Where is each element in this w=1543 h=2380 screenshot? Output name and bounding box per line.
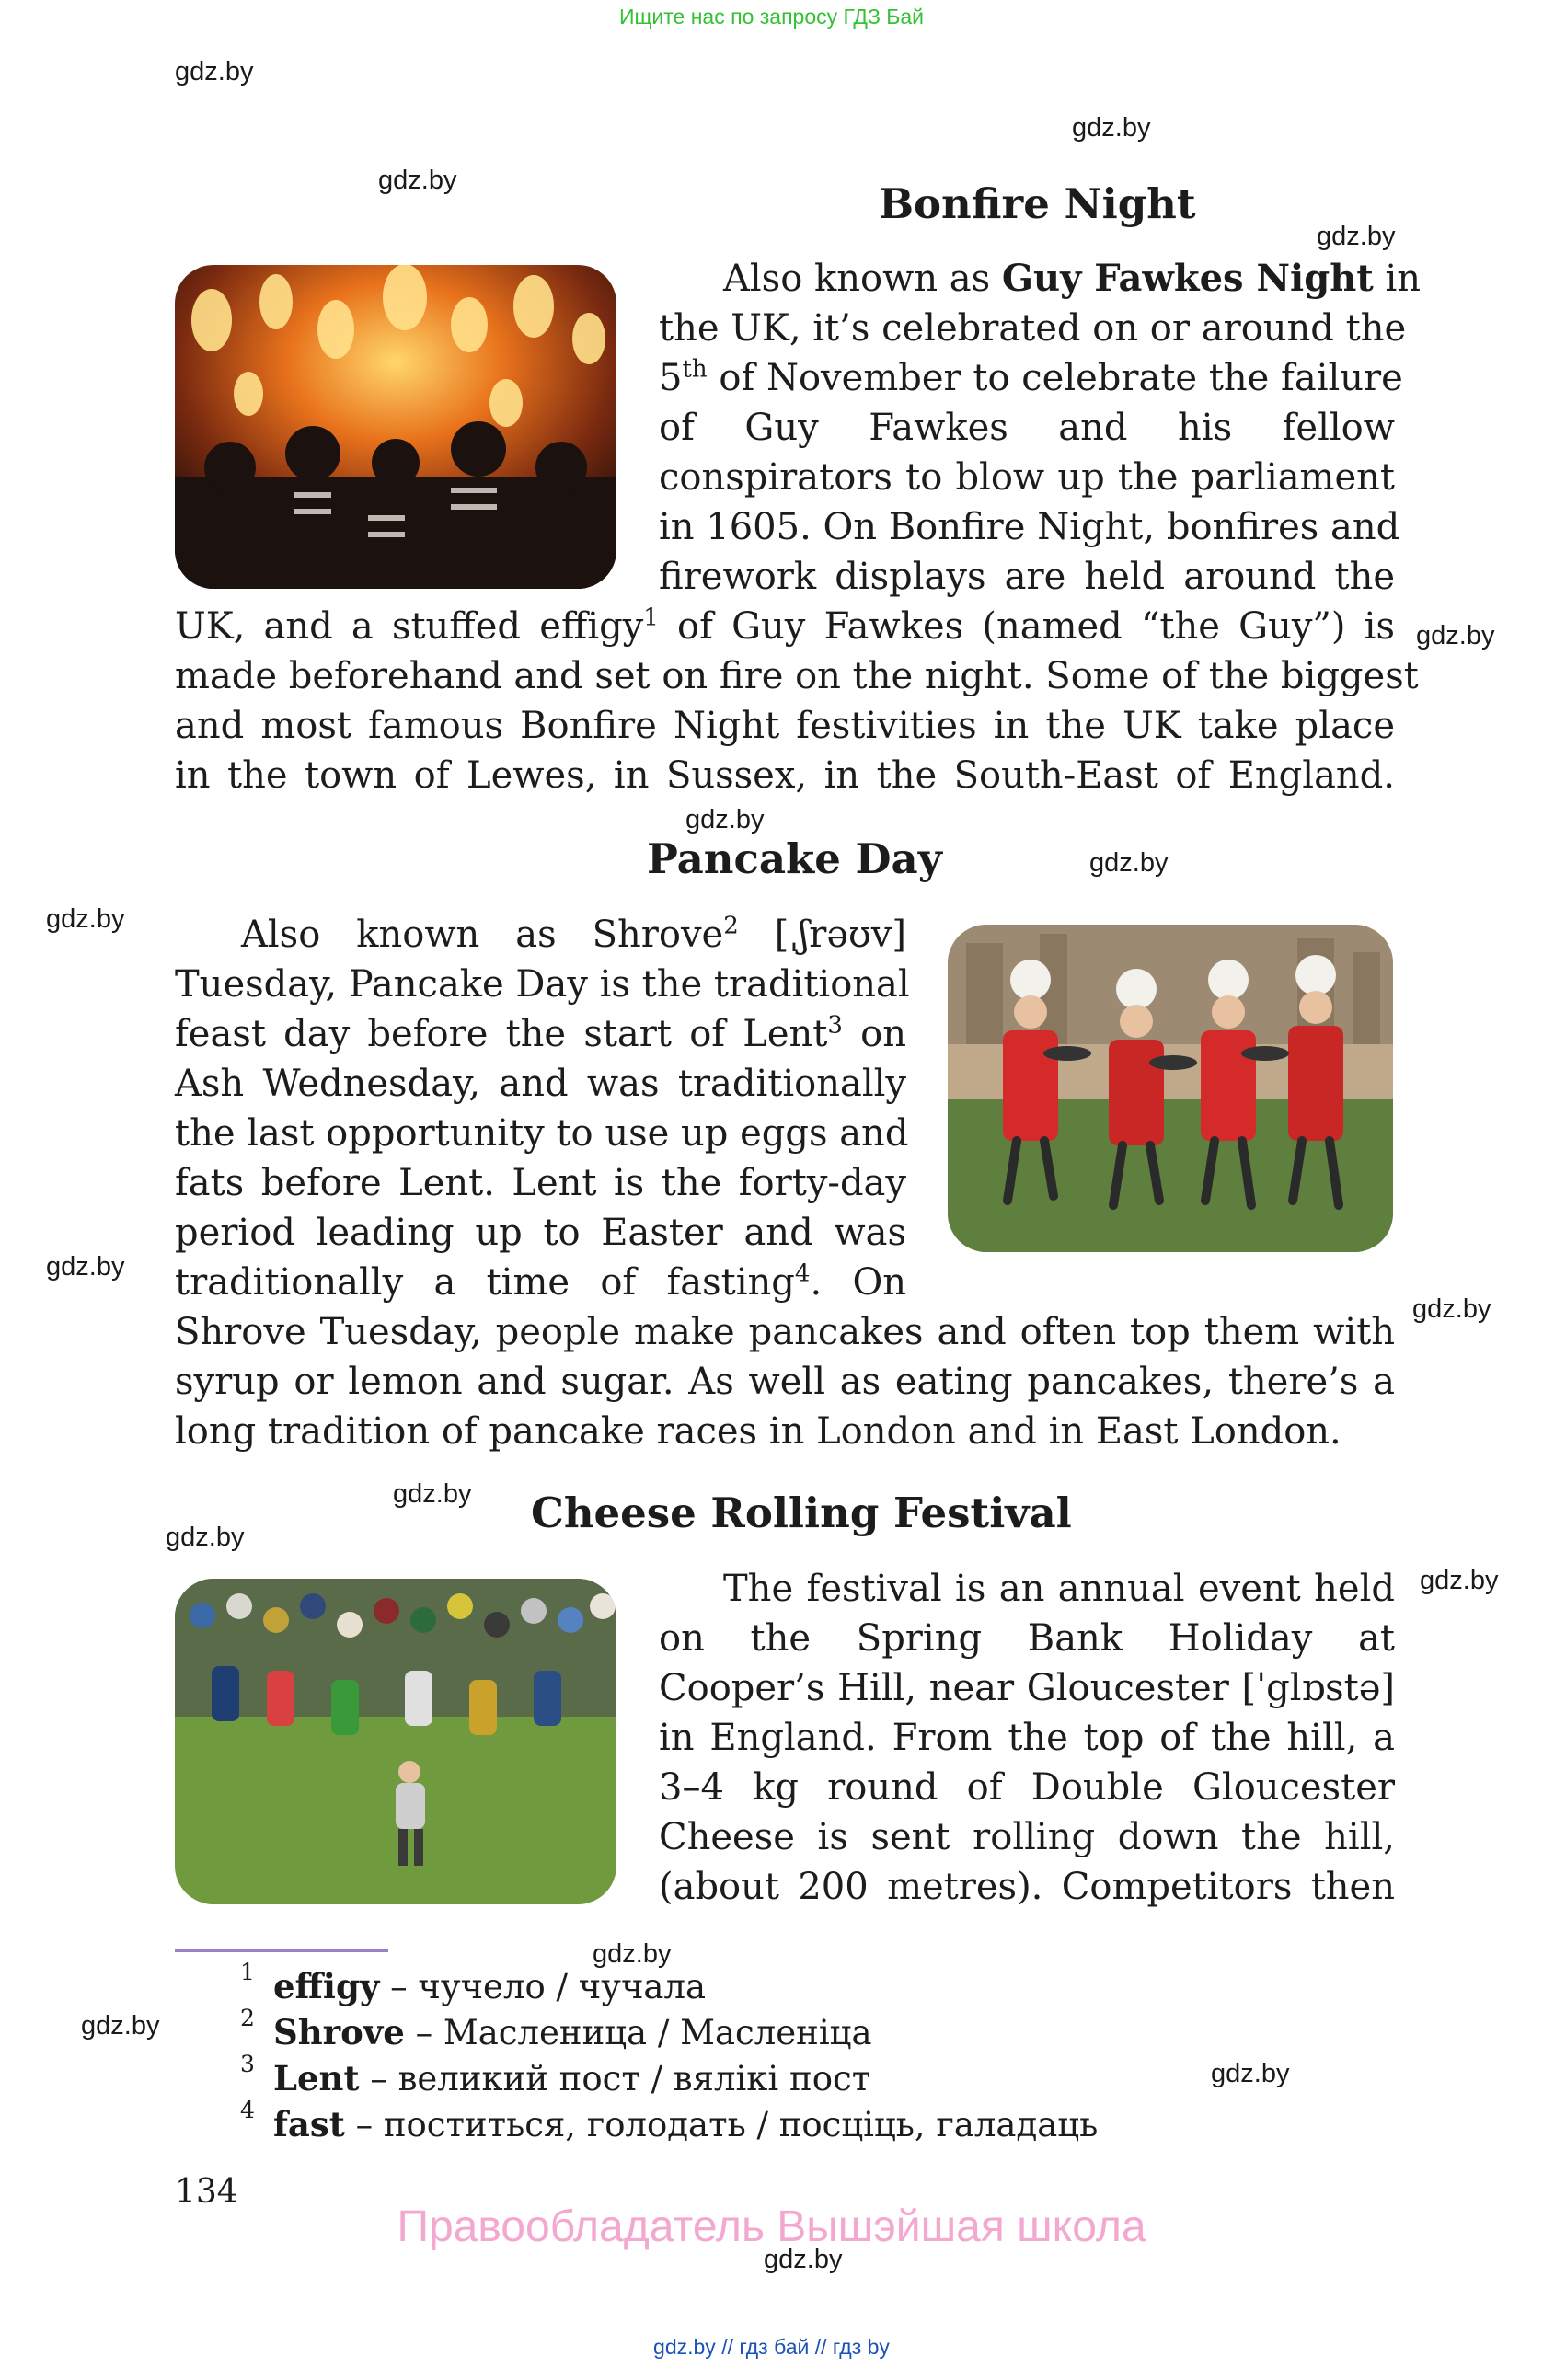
pancake-line-3: feast day before the start of Lent$^3$ on	[175, 1011, 906, 1055]
bonfire-photo	[175, 265, 616, 589]
cheese-line-2: on the Spring Bank Holiday at	[659, 1617, 1395, 1660]
cheese-line-7: (about 200 metres). Competitors then	[659, 1866, 1395, 1908]
footnote-translation: – чучело / чучала	[379, 1967, 707, 2006]
pancake-line-6: fats before Lent. Lent is the forty-day	[175, 1162, 906, 1204]
watermark: gdz.by	[175, 57, 254, 86]
bonfire-line-5: conspirators to blow up the parliament	[659, 456, 1395, 499]
footnote-term: effigy	[273, 1966, 380, 2006]
pancake-line-1: Also known as Shrove$^2$ [ˌʃrəʊv]	[241, 912, 906, 956]
pancake-line-11: long tradition of pancake races in London and in East London.	[175, 1410, 1341, 1453]
cheese-line-1: The festival is an annual event held	[723, 1568, 1395, 1610]
section-title-pancake: Pancake Day	[647, 834, 942, 883]
bottom-links[interactable]: gdz.by // гдз бай // гдз by	[653, 2335, 890, 2359]
watermark: gdz.by	[46, 904, 125, 934]
watermark: gdz.by	[685, 805, 765, 834]
pancake-line-5: the last opportunity to use up eggs and	[175, 1112, 909, 1155]
cheese-line-4: in England. From the top of the hill, a	[659, 1717, 1395, 1759]
watermark: gdz.by	[1211, 2059, 1290, 2088]
cheese-line-5: 3–4 kg round of Double Gloucester	[659, 1766, 1395, 1809]
bonfire-line-8: UK, and a stuffed effigy$^1$ of Guy Fawkes (named “the Guy”) is	[175, 604, 1395, 648]
cheese-line-3: Cooper’s Hill, near Gloucester [ˈglɒstə]	[659, 1667, 1395, 1709]
footnote-3	[240, 2051, 871, 2098]
page-number: 134	[175, 2173, 238, 2211]
watermark: gdz.by	[166, 1523, 245, 1552]
pancake-photo	[948, 925, 1393, 1252]
bonfire-line-9: made beforehand and set on fire on the night. Some of the biggest	[175, 655, 1419, 697]
footnote-2	[240, 2005, 872, 2052]
watermark: gdz.by	[81, 2011, 160, 2041]
watermark: gdz.by	[1416, 621, 1495, 650]
watermark: gdz.by	[1412, 1294, 1491, 1324]
pancake-line-10: syrup or lemon and sugar. As well as eating pancakes, there’s a	[175, 1361, 1395, 1403]
pancake-line-2: Tuesday, Pancake Day is the traditional	[175, 963, 910, 1006]
watermark: gdz.by	[1317, 222, 1396, 251]
bonfire-line-7: firework displays are held around the	[659, 556, 1395, 598]
footnote-term: Lent	[273, 2058, 360, 2098]
footnote-number: 2	[240, 2005, 255, 2031]
bonfire-line-2: the UK, it’s celebrated on or around the	[659, 307, 1407, 350]
top-banner[interactable]: Ищите нас по запросу ГДЗ Бай	[618, 5, 925, 29]
bonfire-line-10: and most famous Bonfire Night festivities in the UK take place	[175, 705, 1395, 747]
bonfire-line-6: in 1605. On Bonfire Night, bonfires and	[659, 506, 1400, 548]
footnote-divider	[175, 1949, 388, 1952]
bonfire-line-3: 5th of November to celebrate the failure	[659, 355, 1403, 399]
pancake-line-4: Ash Wednesday, and was traditionally	[175, 1063, 906, 1105]
footnote-4	[240, 2097, 1099, 2144]
watermark: gdz.by	[1420, 1566, 1499, 1595]
cheese-line-6: Cheese is sent rolling down the hill,	[659, 1816, 1395, 1858]
pancake-line-8: traditionally a time of fasting$^4$. On	[175, 1259, 906, 1304]
footnote-1	[240, 1959, 707, 2006]
footnote-translation: – Масленица / Масленіца	[404, 2013, 872, 2052]
bonfire-line-11: in the town of Lewes, in Sussex, in the South-East of England.	[175, 754, 1395, 797]
watermark: gdz.by	[1072, 113, 1151, 143]
watermark: gdz.by	[764, 2245, 843, 2274]
section-title-bonfire: Bonfire Night	[879, 179, 1196, 228]
watermark: gdz.by	[393, 1479, 472, 1509]
footnote-number: 4	[240, 2097, 255, 2123]
pancake-line-9: Shrove Tuesday, people make pancakes and often top them with	[175, 1311, 1395, 1353]
cheese-photo	[175, 1579, 616, 1904]
footnote-translation: – поститься, голодать / посціць, галадаць	[344, 2105, 1099, 2144]
pancake-line-7: period leading up to Easter and was	[175, 1212, 906, 1254]
footnote-translation: – великий пост / вялікі пост	[359, 2059, 871, 2098]
bonfire-line-1: Also known as Guy Fawkes Night in	[723, 257, 1422, 300]
watermark: gdz.by	[1089, 848, 1169, 878]
section-title-cheese: Cheese Rolling Festival	[531, 1489, 1072, 1537]
copyright-notice: Правообладатель Вышэйшая школа	[397, 2202, 1146, 2251]
footnote-number: 1	[240, 1959, 255, 1985]
watermark: gdz.by	[378, 166, 457, 195]
watermark: gdz.by	[46, 1252, 125, 1282]
footnote-term: fast	[273, 2104, 345, 2144]
footnote-number: 3	[240, 2051, 255, 2077]
watermark: gdz.by	[593, 1939, 672, 1969]
bonfire-line-4: of Guy Fawkes and his fellow	[659, 407, 1395, 449]
footnote-term: Shrove	[273, 2012, 405, 2052]
